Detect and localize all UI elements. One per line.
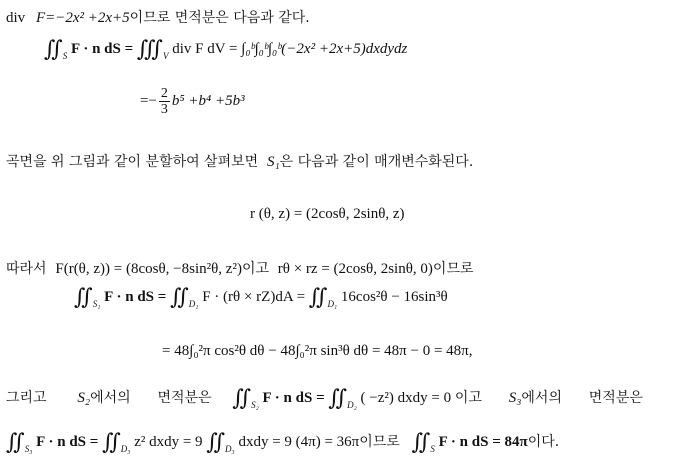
integral-subscript: D₃ (120, 444, 131, 454)
line5-suffix: 이므로 (432, 261, 474, 277)
line8-body3: dxdy = 9 (4π) = 36π (238, 434, 360, 450)
line5-expression-2: rθ × rz = (2cosθ, 2sinθ, 0) (277, 261, 433, 277)
eq2-rest: b⁵ +b⁴ +5b³ (171, 92, 245, 109)
para2-rest: 은 다음과 같이 매개변수화된다. (279, 154, 474, 170)
line8-body4: F · n dS = 84π (438, 434, 528, 450)
eq1-rhs: ∫₀ᵇ∫₀ᵇ∫₀ᵇ(−2x² +2x+5)dxdydz (241, 41, 408, 57)
equation-4 (162, 342, 473, 360)
integral-subscript: D₁ (327, 299, 338, 309)
double-integral-symbol: ∬ (232, 385, 245, 410)
line7-a: 그리고 (6, 390, 47, 406)
equation-3 (74, 284, 448, 309)
line7-c: 면적분은 (157, 390, 212, 406)
fraction-denominator: 3 (160, 102, 168, 117)
line-1 (6, 8, 310, 27)
line1-text: 이므로 면적분은 다음과 같다. (129, 10, 310, 26)
line5-expression: F(r(θ, z)) = (8cosθ, −8sin²θ, z²) (55, 261, 242, 277)
double-integral-symbol: ∬ (411, 429, 424, 454)
integral-subscript: S₃ (24, 444, 33, 454)
integral-subscript: S (430, 444, 435, 454)
line-8 (6, 429, 560, 454)
line-5 (6, 259, 474, 278)
eq1-lhs-body: F · n dS = (70, 41, 134, 57)
double-integral-symbol: ∬ (308, 284, 321, 309)
line8-body2: z² dxdy = 9 (134, 434, 203, 450)
eq2-prefix: =− (140, 92, 157, 109)
integral-subscript: S₁ (92, 299, 101, 309)
equation-2 (140, 86, 245, 117)
double-integral-symbol: ∬ (328, 385, 341, 410)
line8-kr: 이므로 (359, 434, 400, 450)
line7-b: 에서의 (90, 390, 131, 406)
line7-f: 면적분은 (588, 390, 643, 406)
double-integral-symbol: ∬ (74, 284, 86, 309)
line5-mid: 이고 (241, 261, 270, 277)
fraction-numerator: 2 (160, 86, 168, 101)
double-integral-symbol: ∬ (206, 429, 219, 454)
param-equation: r (θ, z) = (2cosθ, 2sinθ, z) (250, 206, 405, 222)
line8-body1: F · n dS = (36, 434, 99, 450)
integral-subscript: D₂ (347, 400, 357, 410)
line7-e: 에서의 (521, 390, 562, 406)
double-integral-symbol: ∬ (44, 36, 56, 61)
s2-symbol: S₂ (77, 390, 91, 406)
line7-d: 이고 (454, 390, 482, 406)
para2-text: 곡면을 위 그림과 같이 분할하여 살펴보면 (6, 154, 259, 170)
line7-body2: ( −z²) dxdy = 0 (360, 390, 452, 406)
eq4-body: = 48∫₀²π cos²θ dθ − 48∫₀²π sin³θ dθ = 48π − 0 = 48π, (162, 343, 473, 359)
line7-math (232, 385, 455, 410)
double-integral-symbol: ∬ (6, 429, 18, 454)
fraction (159, 86, 170, 117)
parametrization (250, 205, 405, 223)
line8-end: 이다. (527, 434, 560, 450)
line5-prefix: 따라서 (6, 261, 47, 277)
double-integral-symbol: ∬ (102, 429, 114, 454)
integral-subscript: D₃ (225, 444, 235, 454)
double-integral-symbol: ∬ (170, 284, 182, 309)
line1-expression: F=−2x² +2x+5 (35, 10, 130, 26)
integral-subscript: S₂ (251, 400, 259, 410)
integral-subscript: D₁ (188, 299, 199, 309)
integral-subscript: S (62, 51, 68, 61)
triple-integral-symbol: ∭ (136, 36, 156, 61)
line7-body1: F · n dS = (262, 390, 325, 406)
s1-symbol: S₁ (266, 154, 280, 170)
eq3-lhs-body: F · n dS = (104, 289, 167, 305)
div-label: div (6, 10, 26, 26)
s3-symbol: S₃ (508, 390, 522, 406)
integral-subscript: V (162, 51, 169, 61)
equation-1 (44, 36, 408, 61)
eq1-mid-body: div F dV = (172, 41, 238, 57)
eq3-mid-body: F · (rθ × rZ)dA = (202, 289, 306, 305)
eq3-rhs-body: 16cos²θ − 16sin³θ (340, 289, 448, 305)
paragraph-2 (6, 152, 473, 171)
line-7 (6, 385, 643, 410)
